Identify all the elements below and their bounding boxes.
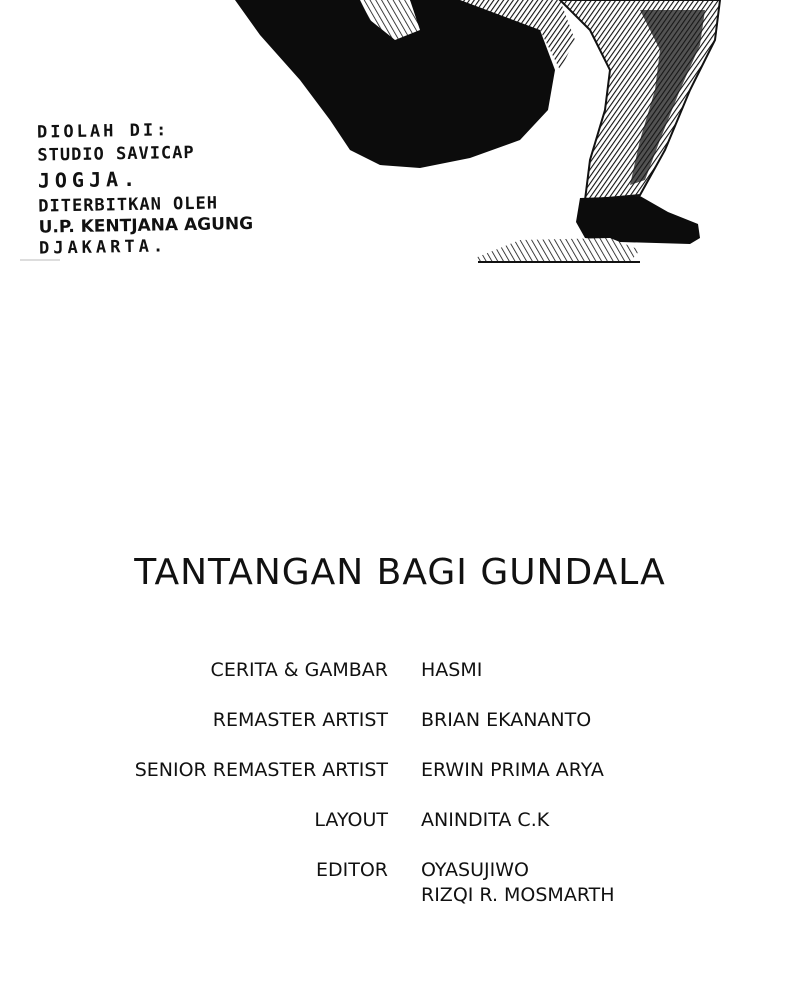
credit-row bbox=[0, 808, 800, 833]
note-line: STUDIO SAVICAP bbox=[37, 142, 195, 166]
credit-name: ANINDITA C.K bbox=[421, 809, 550, 831]
comic-title: TANTANGAN BAGI GUNDALA bbox=[134, 552, 666, 593]
credit-role: SENIOR REMASTER ARTIST bbox=[134, 759, 388, 781]
credit-name: OYASUJIWO bbox=[421, 859, 529, 881]
credit-names bbox=[421, 658, 482, 683]
credit-names bbox=[421, 808, 549, 833]
note-line: DIOLAH DI: bbox=[36, 120, 170, 143]
credit-name: ERWIN PRIMA ARYA bbox=[421, 759, 604, 781]
credit-name: BRIAN EKANANTO bbox=[421, 709, 592, 731]
credits-list bbox=[0, 658, 800, 933]
credit-names bbox=[421, 858, 615, 908]
credit-name: HASMI bbox=[421, 659, 483, 681]
note-line: DITERBITKAN OLEH bbox=[38, 193, 219, 217]
credit-row bbox=[0, 858, 800, 908]
note-line: DJAKARTA. bbox=[38, 236, 168, 259]
credit-row bbox=[0, 708, 800, 733]
note-line: JOGJA. bbox=[37, 166, 141, 193]
credit-row bbox=[0, 658, 800, 683]
credit-role: REMASTER ARTIST bbox=[212, 709, 388, 731]
credit-name: RIZQI R. MOSMARTH bbox=[421, 884, 615, 906]
note-line: U.P. KENTJANA AGUNG bbox=[38, 213, 254, 238]
comic-artwork-panel bbox=[0, 0, 800, 270]
publisher-handwritten-note bbox=[37, 119, 339, 257]
credit-row bbox=[0, 758, 800, 783]
credit-names bbox=[421, 758, 604, 783]
credit-role: EDITOR bbox=[315, 859, 388, 881]
credit-role: LAYOUT bbox=[314, 809, 388, 831]
credit-role: CERITA & GAMBAR bbox=[210, 659, 388, 681]
credit-names bbox=[421, 708, 591, 733]
